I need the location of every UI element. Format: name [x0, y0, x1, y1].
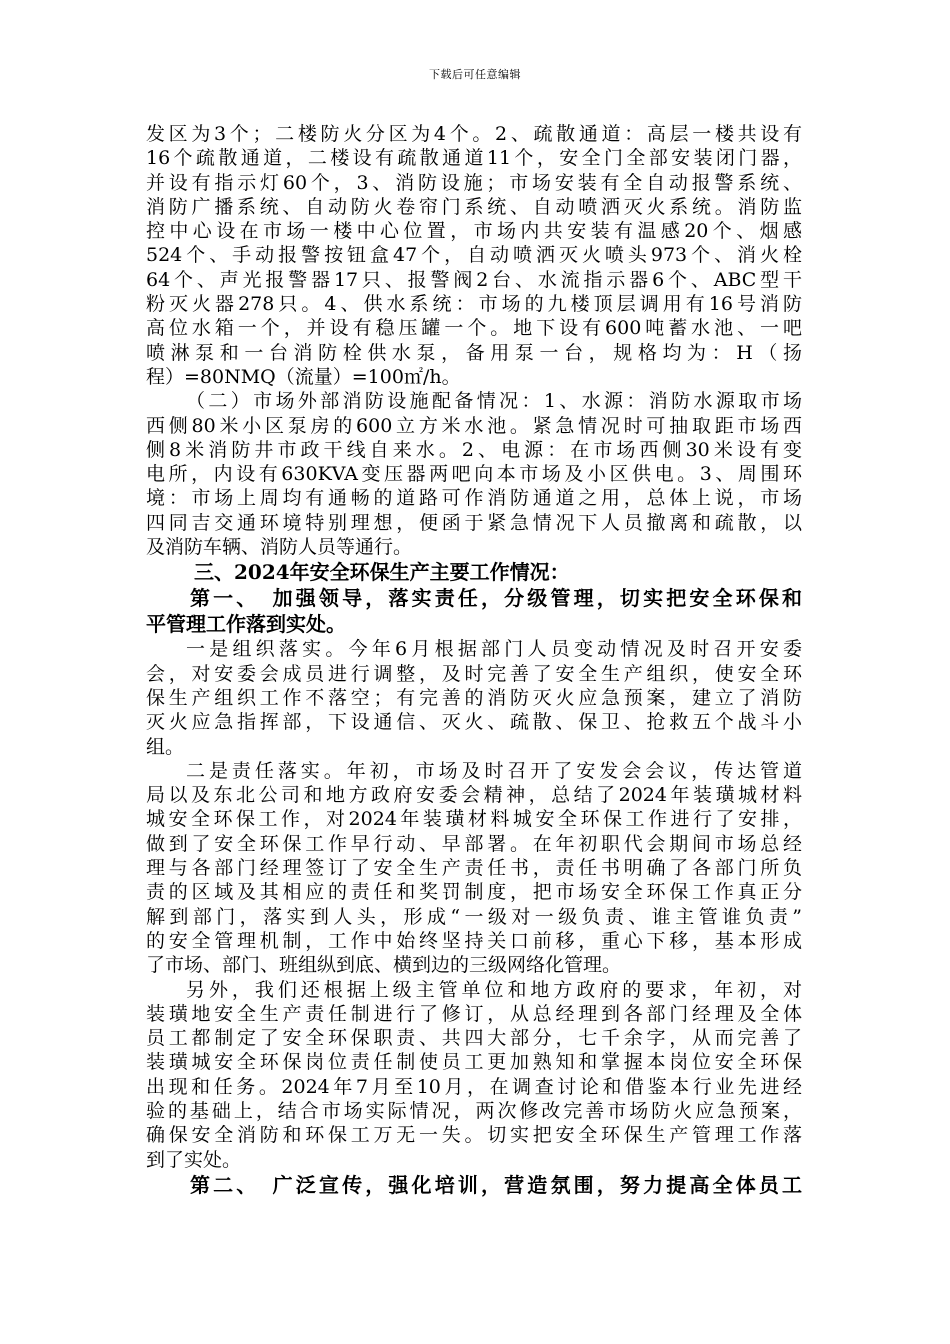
text-line: 并设有指示灯60个，3、消防设施；市场安装有全自动报警系统、 [146, 171, 802, 194]
section-heading-line: 第一、 加强领导，落实责任，分级管理，切实把安全环保和 [190, 586, 802, 611]
text-line: 524个、手动报警按钮盒47个，自动喷洒灭火喷头973个、消火栓 [146, 244, 802, 267]
text-line: 保生产组织工作不落空；有完善的消防灭火应急预案，建立了消防 [146, 686, 802, 709]
text-line: 粉灭火器278只。4、供水系统：市场的九楼顶层调用有16号消防 [146, 293, 802, 316]
text-line: 四同吉交通环境特别理想，便函于紧急情况下人员撤离和疏散，以 [146, 511, 802, 534]
text-line: 控中心设在市场一楼中心位置，市场内共安装有温感20个、烟感 [146, 220, 802, 243]
text-line: 出现和任务。2024年7月至10月，在调查讨论和借鉴本行业先进经 [146, 1075, 802, 1098]
page-header-note: 下载后可任意编辑 [429, 68, 521, 81]
text-line: 会，对安委会成员进行调整，及时完善了安全生产组织，使安全环 [146, 662, 802, 685]
text-line: （二）市场外部消防设施配备情况：1、水源：消防水源取市场 [186, 390, 802, 413]
text-line: 西侧80米小区泵房的600立方米水池。紧急情况时可抽取距市场西 [146, 414, 802, 437]
text-line: 局以及东北公司和地方政府安委会精神，总结了2024年装璜城材料 [146, 784, 802, 807]
text-line: 装璜地安全生产责任制进行了修订，从总经理到各部门经理及全体 [146, 1002, 802, 1025]
section-heading-line: 第二、 广泛宣传，强化培训，营造氛围，努力提高全体员工 [190, 1172, 802, 1197]
text-line: 16个疏散通道，二楼设有疏散通道11个，安全门全部安装闭门器， [146, 147, 802, 170]
text-line: 到了实处。 [146, 1148, 242, 1171]
text-line: 组。 [146, 735, 185, 758]
text-line: 一是组织落实。今年6月根据部门人员变动情况及时召开安委 [186, 638, 802, 661]
text-line: 电所，内设有630KVA变压器两吧向本市场及小区供电。3、周围环 [146, 463, 802, 486]
text-line: 另外，我们还根据上级主管单位和地方政府的要求，年初，对 [186, 978, 802, 1001]
section-heading-line: 平管理工作落到实处。 [146, 612, 346, 637]
text-line: 装璜城安全环保岗位责任制使员工更加熟知和掌握本岗位安全环保 [146, 1051, 802, 1074]
text-line: 员工都制定了安全环保职责、共四大部分，七千余字，从而完善了 [146, 1027, 802, 1050]
section-heading-line: 三、2024年安全环保生产主要工作情况： [194, 560, 570, 585]
text-line: 喷淋泵和一台消防栓供水泵，备用泵一台，规格均为：H（扬 [146, 341, 802, 364]
text-line: 二是责任落实。年初，市场及时召开了安发会会议，传达管道 [186, 759, 802, 782]
text-line: 解到部门，落实到人头，形成“一级对一级负责、谁主管谁负责” [146, 905, 802, 928]
text-line: 及消防车辆、消防人员等通行。 [146, 536, 413, 559]
text-line: 程）=80NMQ（流量）=100㎡/h。 [146, 365, 461, 388]
text-line: 理与各部门经理签订了安全生产责任书，责任书明确了各部门所负 [146, 857, 802, 880]
text-line: 灭火应急指挥部，下设通信、灭火、疏散、保卫、抢救五个战斗小 [146, 711, 802, 734]
document-body [146, 122, 802, 1198]
text-line: 验的基础上，结合市场实际情况，两次修改完善市场防火应急预案， [146, 1099, 802, 1122]
text-line: 了市场、部门、班组纵到底、横到边的三级网络化管理。 [146, 954, 622, 977]
text-line: 64个、声光报警器17只、报警阀2台、水流指示器6个、ABC型干 [146, 268, 802, 291]
text-line: 侧8米消防井市政干线自来水。2、电源：在市场西侧30米设有变 [146, 438, 802, 461]
text-line: 确保安全消防和环保工万无一失。切实把安全环保生产管理工作落 [146, 1124, 802, 1147]
text-line: 高位水箱一个，并设有稳压罐一个。地下设有600吨蓄水池、一吧 [146, 317, 802, 340]
text-line: 责的区域及其相应的责任和奖罚制度，把市场安全环保工作真正分 [146, 881, 802, 904]
text-line: 发区为3个；二楼防火分区为4个。2、疏散通道：高层一楼共设有 [146, 123, 802, 145]
text-line: 的安全管理机制，工作中始终坚持关口前移，重心下移，基本形成 [146, 929, 802, 952]
text-line: 城安全环保工作，对2024年装璜材料城安全环保工作进行了安排， [146, 808, 802, 831]
text-line: 做到了安全环保工作早行动、早部署。在年初职代会期间市场总经 [146, 832, 802, 855]
text-line: 消防广播系统、自动防火卷帘门系统、自动喷洒灭火系统。消防监 [146, 195, 802, 218]
text-line: 境：市场上周均有通畅的道路可作消防通道之用，总体上说，市场 [146, 487, 802, 510]
